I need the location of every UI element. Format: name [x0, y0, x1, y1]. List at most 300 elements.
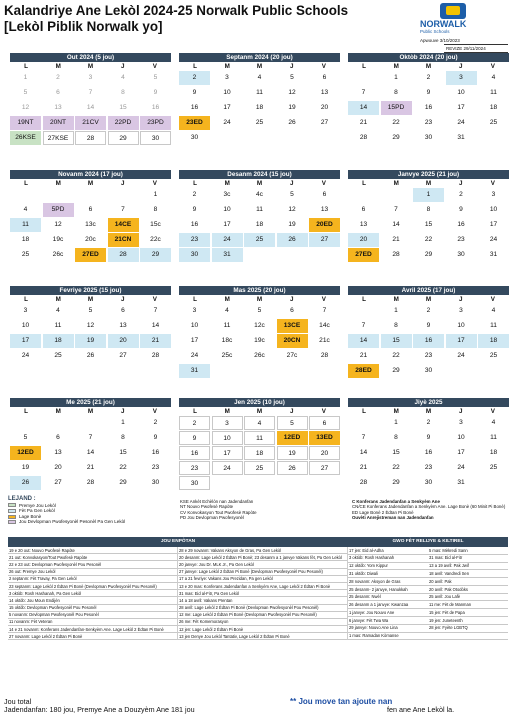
day-cell: 20CN — [277, 334, 308, 348]
weekday-label: M — [393, 408, 399, 415]
day-cell: 11 — [244, 431, 275, 445]
day-cell: 7 — [121, 206, 125, 213]
event-item: 13 e 20 mas: Konferans Jadendanfan a Senkyèm Ane, Lage Lekòl 2 Èdtan Pi Bonè — [178, 583, 347, 590]
event-item: 21 out: Konvokasyon/Tout Pwofesè Rapòte — [8, 554, 177, 561]
legend-label: Premye Jou Lekòl — [19, 502, 56, 508]
event-item: 14 a 18 avril: Vakans Prentan — [178, 597, 347, 604]
month-title: Janvye 2025 (21 jou) — [348, 170, 509, 179]
day-cell: 24 — [212, 461, 243, 475]
day-cell: 9 — [153, 434, 158, 441]
weekday-label: M — [87, 296, 94, 303]
weekday-label: M — [224, 408, 230, 415]
weekday-label: M — [256, 63, 263, 70]
weekday-label: M — [55, 296, 61, 303]
bus-icon — [440, 3, 466, 19]
day-cell: 24 — [212, 233, 243, 247]
day-cell: 16 — [190, 104, 199, 111]
day-cell: 4 — [257, 74, 262, 81]
day-cell: 18 — [255, 221, 264, 228]
legend-swatch — [8, 509, 16, 513]
day-cell: 12ED — [10, 446, 41, 460]
weekday-label: M — [425, 296, 432, 303]
conf-item: ED Lage Bonè 2 Èdtan Pi Bonè — [352, 509, 414, 515]
day-cell: 12 — [21, 104, 30, 111]
weekday-row — [348, 295, 509, 304]
weekday-label: J — [289, 63, 294, 70]
event-item: 27 novanm: Lage Lekòl 2 Èdtan Pi Bonè — [8, 633, 177, 640]
day-cell: 29 — [119, 479, 127, 486]
day-cell — [108, 188, 139, 202]
day-cell: 8 — [394, 322, 398, 329]
day-cell: 13ED — [309, 431, 340, 445]
weekday-label: V — [490, 296, 495, 303]
day-cell: 9 — [192, 89, 197, 96]
conf-item: CN/CE Konferans Jadendanfan a Senkyèm Ane. Lage Bonè (60 Minit Pi Bonè) — [352, 504, 506, 510]
day-cell: 8 — [121, 89, 125, 96]
day-cell: 12 — [288, 89, 296, 96]
day-cell: 30 — [424, 367, 433, 374]
total-days-detail: Jadendanfan: 180 jou, Premye Ane a Douzyèm Ane 181 jou — [4, 705, 195, 714]
day-cell: 13 — [320, 206, 329, 213]
day-cell — [277, 248, 308, 262]
day-cell — [446, 364, 477, 378]
day-cell: 25 — [489, 464, 498, 471]
legend-item — [8, 519, 178, 525]
day-cell: 25 — [244, 461, 275, 475]
abbr-item: NT Nouvo Pwofesè Rapòte — [180, 504, 234, 510]
day-cell: 11 — [490, 322, 497, 329]
document-subtitle: [Lekòl Piblik Norwalk yo] — [4, 19, 163, 34]
legend-title: LEJAND : — [8, 496, 36, 502]
weekday-label: J — [120, 296, 125, 303]
day-cell: 21 — [359, 119, 368, 126]
day-cell: 24 — [457, 464, 465, 471]
weekday-label: V — [321, 296, 326, 303]
event-item: 15 jen: Fèt de Papa — [428, 609, 508, 617]
day-cell: 19 — [21, 464, 30, 471]
day-cell: 1 — [413, 188, 444, 202]
weekday-row — [10, 179, 171, 188]
day-cell: 22 — [392, 119, 400, 126]
event-item: 1 mas: Ramadan Kòmanse — [348, 633, 428, 641]
day-cell: 29 — [424, 251, 433, 258]
abbr-item: CV Konvokasyon Tout Pwofesè Rapòte — [180, 509, 257, 515]
event-item: 25 avril: Jou Lafè — [428, 594, 508, 602]
day-cell: 6 — [309, 416, 340, 430]
day-cell: 5 — [23, 89, 28, 96]
day-cell — [277, 131, 308, 145]
weekday-label: M — [87, 180, 94, 187]
month-calendar — [348, 286, 509, 378]
day-cell: 25c — [221, 352, 233, 359]
day-cell: 9 — [179, 431, 210, 445]
total-days-label: Jou total — [4, 697, 32, 706]
day-cell: 3 — [192, 307, 197, 314]
event-item: 14 e 21 novanm: Konferans Jadendanfan-Senkyèm Ane. Lage Lekòl 2 Èdtan Pi Bonè — [8, 626, 177, 633]
event-item: 13 jen Denye Jou Lekòl Tantativ, Lage Lekòl 2 Èdtan Pi Bonè — [178, 633, 347, 640]
month-title: Jen 2025 (10 jou) — [179, 398, 340, 407]
day-cell: 12ED — [277, 431, 308, 445]
events-left-column — [8, 547, 178, 640]
day-cell — [10, 416, 41, 430]
day-cell: 25 — [21, 251, 30, 258]
day-cell: 4 — [491, 307, 496, 314]
day-cell: 22 — [119, 464, 127, 471]
event-item: 22 e 23 out: Devlopman Pwofesyonèl Pou Pesonèl — [8, 561, 177, 568]
weekday-label: M — [256, 296, 263, 303]
day-cell: 23 — [424, 119, 433, 126]
legend-label: Fèt Pa Gen Lekòl — [19, 508, 55, 514]
day-cell: 10 — [212, 431, 243, 445]
day-cell — [309, 131, 340, 145]
day-cell: 18 — [489, 449, 498, 456]
day-cell: 9 — [426, 322, 431, 329]
day-cell: 5 — [153, 74, 158, 81]
snow-day-note: ** Jou move tan ajoute nan — [290, 697, 393, 706]
day-cell: 22 — [424, 236, 433, 243]
event-item: 2 septanm: Fèt Travay, Pa Gen Lekòl — [8, 576, 177, 583]
day-cell: 23 — [424, 464, 433, 471]
day-cell: 10 — [21, 322, 30, 329]
day-cell: 26KSE — [10, 131, 41, 145]
event-item: 23 septanm: Lage Lekòl 2 Èdtan Pi Bonè (Devlopman Pwofesyonèl Pou Pesonèl) — [8, 583, 177, 590]
day-cell: 31 — [179, 364, 210, 378]
day-cell: 14 — [359, 449, 368, 456]
legend-swatch — [8, 503, 16, 507]
day-cell: 10 — [489, 206, 498, 213]
document-title: Kalandriye Ane Lekòl 2024-25 Norwalk Public Schools — [4, 3, 349, 18]
event-item: 20 avril: Pak Otodòks — [428, 586, 508, 594]
day-cell: 22c — [150, 236, 161, 243]
day-cell: 10 — [457, 89, 465, 96]
day-cell: 22PD — [108, 116, 139, 130]
day-cell: 19c — [254, 337, 265, 344]
day-cell: 16 — [424, 104, 433, 111]
day-cell: 28 — [392, 251, 400, 258]
weekday-row — [179, 295, 340, 304]
events-middle-column — [178, 547, 348, 640]
day-cell: 28 — [359, 479, 368, 486]
day-cell: 2 — [179, 71, 210, 85]
day-cell: 1 — [121, 419, 125, 426]
event-item: 20 desanm: Lage Lekòl 2 Èdtan Pi Bonè; 23 desanm a 1 janvye Vakans fèt, Pa Gen Lekòl — [178, 554, 347, 561]
weekday-label: L — [193, 63, 198, 70]
day-cell: 28 — [86, 479, 95, 486]
legend-swatch — [8, 515, 16, 519]
day-cell: 3 — [23, 307, 28, 314]
day-cell: 23 — [457, 236, 465, 243]
weekday-label: V — [152, 408, 157, 415]
weekday-label: L — [24, 296, 29, 303]
day-cell: 15 — [392, 449, 400, 456]
day-cell: 23 — [151, 464, 160, 471]
day-cell — [244, 364, 275, 378]
day-cell: 7 — [322, 307, 327, 314]
event-item: 25 desanm: Nwèl — [348, 594, 428, 602]
month-title: Avril 2025 (17 jou) — [348, 286, 509, 295]
day-cell: 7 — [361, 322, 366, 329]
weekday-label: L — [362, 180, 367, 187]
weekday-label: J — [120, 63, 125, 70]
day-cell: 28 — [359, 134, 368, 141]
weekday-label: V — [321, 180, 326, 187]
event-item: 11 novanm: Fèt Veteran — [8, 619, 177, 626]
day-cell: 7 — [88, 434, 93, 441]
day-cell: 13 — [54, 104, 62, 111]
event-item: 28 novanm: Aksyon de Gras — [348, 578, 428, 586]
event-item: 26 desanm a 1 janvye: Kwanzaa — [348, 601, 428, 609]
weekday-row — [10, 62, 171, 71]
day-cell: 3 — [225, 74, 229, 81]
day-cell: 26 — [277, 461, 308, 475]
day-cell: 6 — [361, 206, 366, 213]
weekday-label: M — [224, 180, 230, 187]
day-cell: 31 — [457, 479, 465, 486]
day-cell: 30 — [179, 476, 210, 490]
day-cell: 27ED — [75, 248, 106, 262]
day-cell: 28ED — [348, 364, 379, 378]
weekday-row — [179, 179, 340, 188]
weekday-label: M — [55, 180, 61, 187]
weekday-label: V — [490, 408, 495, 415]
day-cell — [43, 188, 74, 202]
event-item: 31 mas: Eid al-Fitr — [428, 555, 508, 563]
weekday-label: M — [55, 408, 61, 415]
day-cell: 21c — [319, 337, 330, 344]
day-cell: 29 — [392, 479, 400, 486]
event-item: 31 oktòb: Diwali — [348, 570, 428, 578]
day-cell: 1 — [394, 307, 398, 314]
day-cell: 7 — [361, 434, 366, 441]
day-cell: 27 — [54, 479, 62, 486]
event-item: 25 desanm- 2 janvye, Hanukkah — [348, 586, 428, 594]
day-cell: 3 — [459, 419, 463, 426]
day-cell: 14 — [86, 449, 95, 456]
important-days-header: JOU ENPÒTAN — [160, 539, 196, 544]
weekday-label: M — [425, 408, 432, 415]
legend-swatch — [8, 520, 16, 524]
day-cell: 11 — [256, 206, 263, 213]
day-cell: 15 — [119, 104, 127, 111]
day-cell — [75, 188, 106, 202]
day-cell: 7 — [88, 89, 93, 96]
event-item: 6 janvye: Fèt Twa Wa — [348, 617, 428, 625]
day-cell: 24 — [457, 352, 465, 359]
day-cell: 4c — [256, 191, 263, 198]
day-cell: 11 — [490, 434, 497, 441]
day-cell: 12 — [86, 322, 95, 329]
weekday-label: L — [362, 296, 367, 303]
day-cell: 14CE — [108, 218, 139, 232]
weekday-label: J — [289, 296, 294, 303]
day-cell: 20 — [348, 233, 379, 247]
day-cell: 1 — [153, 191, 158, 198]
day-cell: 6 — [322, 74, 327, 81]
day-cell: 19c — [52, 236, 64, 243]
event-item: 18 avril: Vandredi Sen — [428, 570, 508, 578]
event-item: 12 jen: Lage Lekòl 2 Èdtan Pi Bonè — [178, 626, 347, 633]
day-cell: 17 — [446, 334, 477, 348]
day-cell: 31 — [212, 248, 243, 262]
day-cell: 19 — [288, 104, 296, 111]
day-cell: 18 — [489, 104, 498, 111]
day-cell: 3c — [223, 191, 231, 198]
day-cell: 11 — [256, 89, 263, 96]
event-item: 14 oktòb: Jou Moun Endijèn — [8, 597, 177, 604]
day-cell: 3 — [491, 191, 496, 198]
conf-item: C Konferans Jadendanfan a Senkyèm Ane — [352, 499, 440, 504]
events-table — [8, 537, 508, 640]
day-cell: 11 — [10, 218, 41, 232]
day-cell: 12 — [54, 221, 62, 228]
day-cell: 11 — [223, 322, 231, 329]
event-item: 3 oktòb: Rosh Hashanah — [348, 555, 428, 563]
legend — [8, 497, 178, 525]
day-cell: 14c — [319, 322, 330, 329]
weekday-label: L — [24, 180, 29, 187]
day-cell: 26c — [52, 251, 64, 258]
day-cell: 13 — [54, 449, 62, 456]
weekday-label: V — [152, 63, 157, 70]
event-item: 12 oktòb: Yom Kippur — [348, 563, 428, 571]
day-cell: 4 — [23, 206, 28, 213]
weekday-label: J — [120, 408, 125, 415]
day-cell: 10 — [457, 322, 465, 329]
weekday-label: J — [458, 63, 463, 70]
day-cell: 18 — [478, 334, 509, 348]
day-cell: 23 — [424, 352, 433, 359]
day-cell: 7 — [361, 89, 366, 96]
day-cell: 25 — [54, 352, 62, 359]
day-cell: 29 — [108, 131, 139, 145]
day-cell: 31 — [457, 134, 465, 141]
month-calendar — [348, 398, 509, 490]
day-cell: 8 — [394, 434, 398, 441]
event-item: 1 janvye: Jou Nouvo Ane — [348, 609, 428, 617]
day-cell: 27 — [320, 119, 329, 126]
day-cell: 30 — [190, 134, 199, 141]
weekday-label: M — [256, 408, 263, 415]
weekday-label: V — [152, 296, 157, 303]
day-cell: 5 — [290, 191, 294, 198]
day-cell: 13 — [359, 221, 368, 228]
weekday-label: V — [321, 63, 326, 70]
day-cell: 9 — [153, 89, 158, 96]
month-calendar — [10, 398, 171, 490]
day-cell: 16 — [179, 446, 210, 460]
day-cell: 2 — [426, 307, 431, 314]
day-cell: 24 — [21, 352, 30, 359]
day-cell: 13c — [85, 221, 96, 228]
event-item: 26 out: Premye Jou Lekòl — [8, 569, 177, 576]
day-cell: 27 — [119, 352, 127, 359]
day-cell: 26 — [86, 352, 95, 359]
day-cell: 25 — [489, 352, 498, 359]
day-cell: 28 — [151, 352, 160, 359]
day-cell: 25 — [244, 233, 275, 247]
day-cell: 28 — [75, 131, 106, 145]
day-cell: 9 — [192, 206, 197, 213]
event-item: 12 me: Lage Lekòl 2 Èdtan Pi Bonè (Devlopman Pwofesyonèl Pou Pesonèl) — [178, 612, 347, 619]
day-cell: 2 — [426, 419, 431, 426]
weekday-label: M — [393, 180, 399, 187]
day-cell: 21CN — [108, 233, 139, 247]
day-cell: 17 — [10, 334, 41, 348]
day-cell: 12c — [254, 322, 265, 329]
document-header — [4, 3, 409, 35]
day-cell: 25 — [255, 119, 264, 126]
conf-item: Ouvèti Anrejistreman nan Jadendanfan — [352, 515, 434, 521]
district-logo — [418, 3, 508, 37]
day-cell: 5PD — [43, 203, 74, 217]
day-cell: 20 — [309, 446, 340, 460]
day-cell: 1 — [394, 419, 398, 426]
day-cell: 23 — [179, 233, 210, 247]
day-cell — [348, 304, 379, 318]
day-cell: 22 — [392, 464, 400, 471]
day-cell: 30 — [424, 134, 433, 141]
day-cell: 17 — [223, 104, 231, 111]
month-title: Me 2025 (21 jou) — [10, 398, 171, 407]
weekday-label: M — [425, 180, 432, 187]
day-cell — [348, 188, 379, 202]
day-cell: 21 — [359, 464, 368, 471]
day-cell — [10, 188, 41, 202]
day-cell: 16 — [151, 104, 160, 111]
day-cell: 4 — [491, 74, 496, 81]
day-cell: 17 — [212, 446, 243, 460]
event-item: 29 janvye: Nouvo Ane Lina — [348, 625, 428, 633]
revised-date: REVIZE 29/11/2024 — [444, 44, 508, 53]
day-cell: 10 — [190, 322, 199, 329]
event-item: 13 a 19 avril: Pak Jwif — [428, 563, 508, 571]
month-calendar — [348, 170, 509, 262]
weekday-label: J — [289, 180, 294, 187]
event-item: 3 oktòb: Rosh Hashanah, Pa Gen Lekòl — [8, 590, 177, 597]
day-cell — [309, 248, 340, 262]
day-cell: 11 — [490, 89, 497, 96]
day-cell: 5 — [257, 307, 262, 314]
weekday-label: L — [193, 180, 198, 187]
day-cell: 24 — [190, 352, 199, 359]
day-cell: 26 — [10, 476, 41, 490]
day-cell: 21CV — [75, 116, 106, 130]
weekday-label: J — [458, 408, 463, 415]
event-item: 20 avril: Pak — [428, 578, 508, 586]
day-cell: 8 — [394, 89, 398, 96]
day-cell: 24 — [457, 119, 465, 126]
weekday-label: V — [490, 180, 495, 187]
day-cell: 28 — [108, 248, 139, 262]
event-item — [428, 633, 508, 641]
day-cell: 20 — [54, 464, 62, 471]
day-cell — [309, 364, 340, 378]
day-cell: 10 — [457, 434, 465, 441]
day-cell: 27 — [309, 233, 340, 247]
day-cell: 2 — [56, 74, 60, 81]
day-cell — [478, 131, 509, 145]
weekday-label: V — [152, 180, 157, 187]
day-cell: 21 — [359, 352, 368, 359]
day-cell: 4 — [225, 307, 229, 314]
day-cell: 27ED — [348, 248, 379, 262]
day-cell: 14 — [86, 104, 95, 111]
day-cell — [381, 188, 412, 202]
month-calendar — [179, 286, 340, 378]
day-cell: 8 — [426, 206, 431, 213]
day-cell: 5 — [277, 416, 308, 430]
month-title: Fevriye 2025 (15 jou) — [10, 286, 171, 295]
